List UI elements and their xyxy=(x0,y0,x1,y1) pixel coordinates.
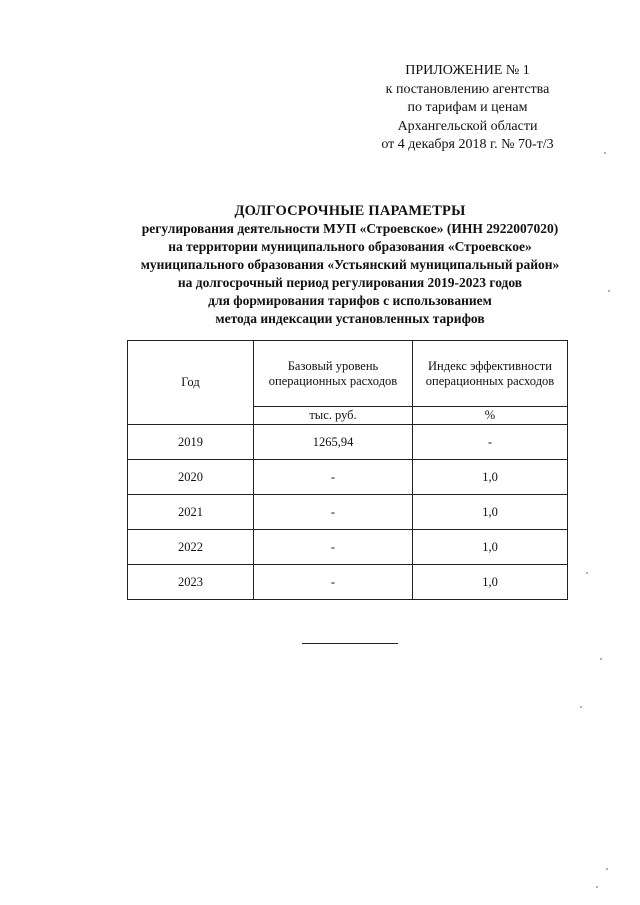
heading-line-6: метода индексации установленных тарифов xyxy=(215,311,485,326)
header-base-level: Базовый уровень операционных расходов xyxy=(254,341,413,407)
cell-base-level: 1265,94 xyxy=(254,425,413,460)
scan-speck xyxy=(606,868,608,870)
scan-speck xyxy=(596,886,598,888)
table-row xyxy=(128,460,568,495)
cell-base-level: - xyxy=(254,460,413,495)
heading-line-2: на территории муниципального образования «Строевское» xyxy=(168,239,532,254)
header-efficiency-index: Индекс эффективности операционных расходов xyxy=(413,341,568,407)
document-heading xyxy=(80,202,620,328)
header-year: Год xyxy=(128,341,254,425)
table-row xyxy=(128,425,568,460)
cell-year: 2020 xyxy=(128,460,254,495)
table-row xyxy=(128,565,568,600)
unit-base-level: тыс. руб. xyxy=(254,407,413,425)
table-header-row xyxy=(128,341,568,407)
appendix-block xyxy=(340,62,595,155)
cell-year: 2023 xyxy=(128,565,254,600)
heading-line-3: муниципального образования «Устьянский муниципальный район» xyxy=(140,257,560,272)
scan-speck xyxy=(586,572,588,574)
appendix-date-line: от 4 декабря 2018 г. № 70-т/3 xyxy=(381,137,554,152)
scan-speck xyxy=(608,290,610,292)
cell-efficiency-index: - xyxy=(413,425,568,460)
table-row xyxy=(128,530,568,565)
cell-year: 2022 xyxy=(128,530,254,565)
appendix-region-line: Архангельской области xyxy=(397,118,538,134)
cell-efficiency-index: 1,0 xyxy=(413,495,568,530)
heading-line-4: на долгосрочный период регулирования 2019-2023 годов xyxy=(177,275,523,290)
cell-base-level: - xyxy=(254,530,413,565)
scan-speck xyxy=(600,658,602,660)
heading-line-1: регулирования деятельности МУП «Строевское» (ИНН 2922007020) xyxy=(141,221,559,236)
appendix-number: ПРИЛОЖЕНИЕ № 1 xyxy=(405,63,530,78)
unit-efficiency-index: % xyxy=(413,407,568,425)
cell-efficiency-index: 1,0 xyxy=(413,565,568,600)
cell-efficiency-index: 1,0 xyxy=(413,460,568,495)
cell-base-level: - xyxy=(254,565,413,600)
heading-line-5: для формирования тарифов с использованием xyxy=(208,293,492,308)
scan-speck xyxy=(604,152,606,154)
cell-base-level: - xyxy=(254,495,413,530)
cell-efficiency-index: 1,0 xyxy=(413,530,568,565)
cell-year: 2019 xyxy=(128,425,254,460)
appendix-agency-line: по тарифам и ценам xyxy=(407,100,528,115)
parameters-table xyxy=(127,340,568,600)
scan-speck xyxy=(580,706,582,708)
page-title: ДОЛГОСРОЧНЫЕ ПАРАМЕТРЫ xyxy=(234,203,466,219)
appendix-resolution-line: к постановлению агентства xyxy=(385,81,550,97)
closing-divider xyxy=(302,643,398,644)
cell-year: 2021 xyxy=(128,495,254,530)
table-row xyxy=(128,495,568,530)
